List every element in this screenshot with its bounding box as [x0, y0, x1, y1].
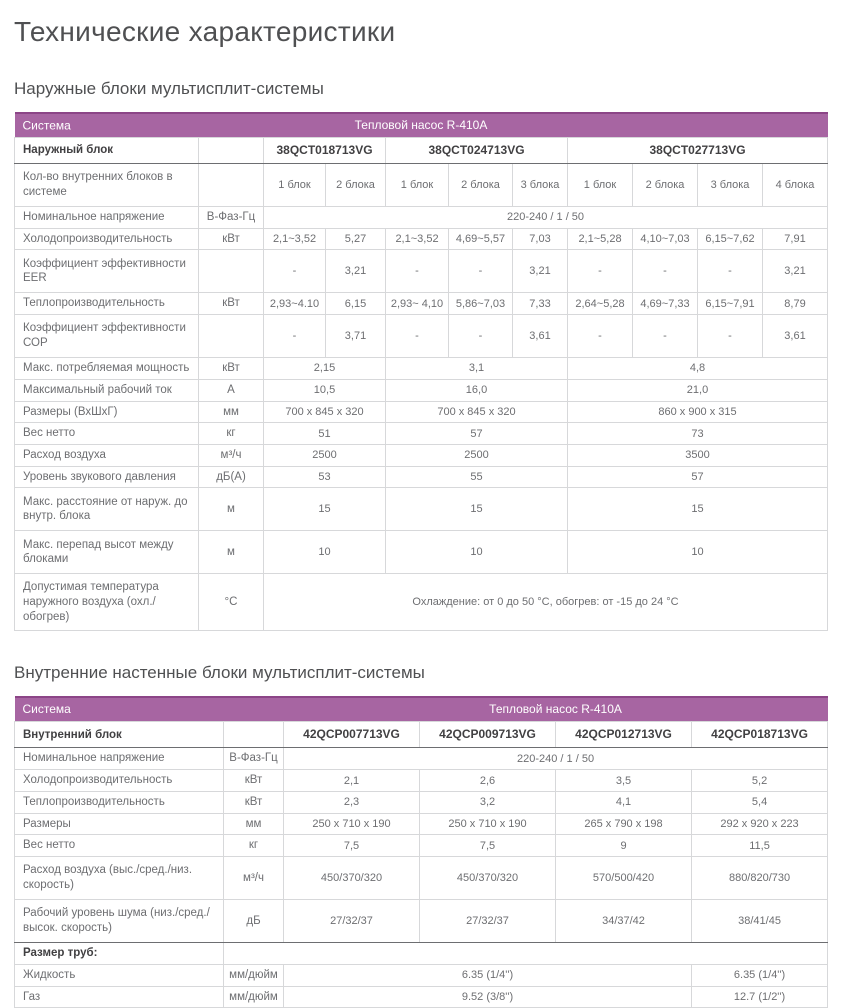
row-label: Вес нетто: [15, 423, 199, 445]
row-nominal-voltage: [15, 748, 828, 770]
value-cell: -: [568, 315, 633, 358]
value-cell: 880/820/730: [692, 857, 828, 900]
row-label: Расход воздуха: [15, 445, 199, 467]
value-cell: 1 блок: [264, 164, 326, 207]
value-cell: 51: [264, 423, 386, 445]
outdoor-units-table: [14, 112, 828, 631]
model-number: 42QCP012713VG: [556, 722, 692, 748]
unit-cell: м³/ч: [224, 857, 284, 900]
value-cell: 10: [568, 531, 828, 574]
unit-cell: мм: [224, 813, 284, 835]
row-label: Теплопроизводительность: [15, 293, 199, 315]
value-cell: 4,10~7,03: [633, 228, 698, 250]
row-label: Размер труб:: [15, 943, 224, 965]
value-cell: 10: [264, 531, 386, 574]
row-label: Макс. расстояние от наруж. до внутр. блока: [15, 488, 199, 531]
value-cell: -: [698, 315, 763, 358]
value-cell: 3,61: [513, 315, 568, 358]
model-number: 38QCT024713VG: [386, 138, 568, 164]
value-cell: 1 блок: [386, 164, 449, 207]
row-label: Расход воздуха (выс./сред./низ. скорость): [15, 857, 224, 900]
unit-cell: [199, 164, 264, 207]
value-cell: 3,21: [763, 250, 828, 293]
value-cell: 220-240 / 1 / 50: [264, 207, 828, 229]
section-heading-outdoor: Наружные блоки мультисплит-системы: [14, 79, 324, 98]
unit-cell: °С: [199, 574, 264, 631]
unit-cell: кВт: [199, 358, 264, 380]
value-cell: 2 блока: [326, 164, 386, 207]
value-cell: 3,2: [420, 791, 556, 813]
value-cell: 2,1~5,28: [568, 228, 633, 250]
table-header-cell: Система: [15, 697, 284, 722]
row-noise-level: [15, 900, 828, 943]
row-sound-pressure: [15, 466, 828, 488]
value-cell: 38/41/45: [692, 900, 828, 943]
row-label: Макс. перепад высот между блоками: [15, 531, 199, 574]
value-cell: 4,69~5,57: [449, 228, 513, 250]
value-cell: 3,71: [326, 315, 386, 358]
value-cell: 265 x 790 x 198: [556, 813, 692, 835]
value-cell: 2 блока: [633, 164, 698, 207]
table-header-row: [15, 697, 828, 722]
row-label: Рабочий уровень шума (низ./сред./высок. скорость): [15, 900, 224, 943]
row-label: Жидкость: [15, 964, 224, 986]
value-cell: 250 x 710 x 190: [284, 813, 420, 835]
value-cell: -: [633, 250, 698, 293]
value-cell: 8,79: [763, 293, 828, 315]
value-cell: 2,3: [284, 791, 420, 813]
value-cell: 2,93~ 4,10: [386, 293, 449, 315]
value-cell: 292 x 920 x 223: [692, 813, 828, 835]
value-cell: 6,15: [326, 293, 386, 315]
row-label: Внутренний блок: [15, 722, 224, 748]
row-heating-capacity: [15, 791, 828, 813]
row-label: Холодопроизводительность: [15, 228, 199, 250]
row-label: Газ: [15, 986, 224, 1008]
value-cell: 11,5: [692, 835, 828, 857]
value-cell: 450/370/320: [284, 857, 420, 900]
value-cell: 7,03: [513, 228, 568, 250]
row-label: Макс. потребляемая мощность: [15, 358, 199, 380]
value-cell: 9.52 (3/8''): [284, 986, 692, 1008]
row-max-power: [15, 358, 828, 380]
value-cell: 6.35 (1/4''): [692, 964, 828, 986]
value-cell: -: [386, 250, 449, 293]
value-cell: 16,0: [386, 379, 568, 401]
value-cell: -: [264, 315, 326, 358]
table-header-row: [15, 113, 828, 138]
unit-cell: кВт: [224, 770, 284, 792]
model-number: 42QCP007713VG: [284, 722, 420, 748]
row-label: Номинальное напряжение: [15, 748, 224, 770]
row-dimensions: [15, 813, 828, 835]
value-cell: 2,15: [264, 358, 386, 380]
row-pipe-size-header: [15, 943, 828, 965]
value-cell: 12.7 (1/2''): [692, 986, 828, 1008]
value-cell: 3,61: [763, 315, 828, 358]
unit-cell: дБ(А): [199, 466, 264, 488]
value-cell: -: [568, 250, 633, 293]
model-number: 42QCP018713VG: [692, 722, 828, 748]
section-heading-indoor: Внутренние настенные блоки мультисплит-системы: [14, 663, 425, 683]
value-cell: 15: [264, 488, 386, 531]
row-pipe-gas: [15, 986, 828, 1008]
unit-cell: мм/дюйм: [224, 986, 284, 1008]
value-cell: 4,69~7,33: [633, 293, 698, 315]
row-indoor-unit: [15, 722, 828, 748]
value-cell: 2,93~4.10: [264, 293, 326, 315]
value-cell: 7,91: [763, 228, 828, 250]
value-cell: 7,5: [284, 835, 420, 857]
value-cell: 5,27: [326, 228, 386, 250]
row-label: Холодопроизводительность: [15, 770, 224, 792]
row-label: Теплопроизводительность: [15, 791, 224, 813]
unit-cell: В-Фаз-Гц: [224, 748, 284, 770]
row-dimensions: [15, 401, 828, 423]
header-system-label: Система: [22, 117, 71, 132]
value-cell: 2500: [264, 445, 386, 467]
unit-cell: м: [199, 488, 264, 531]
value-cell: 10: [386, 531, 568, 574]
value-cell: 10,5: [264, 379, 386, 401]
row-cop: [15, 315, 828, 358]
row-outdoor-unit: [15, 138, 828, 164]
value-cell: 5,4: [692, 791, 828, 813]
value-cell: 34/37/42: [556, 900, 692, 943]
unit-cell: дБ: [224, 900, 284, 943]
value-cell: -: [449, 315, 513, 358]
row-label: Размеры (ВхШхГ): [15, 401, 199, 423]
unit-cell: мм/дюйм: [224, 964, 284, 986]
value-cell: -: [386, 315, 449, 358]
value-cell: 55: [386, 466, 568, 488]
value-cell: 6.35 (1/4''): [284, 964, 692, 986]
unit-cell: [224, 722, 284, 748]
value-cell: 2,6: [420, 770, 556, 792]
value-cell: 7,5: [420, 835, 556, 857]
row-label: Наружный блок: [15, 138, 199, 164]
unit-cell: кВт: [199, 293, 264, 315]
unit-cell: кг: [199, 423, 264, 445]
unit-cell: [199, 138, 264, 164]
value-cell: 700 x 845 x 320: [386, 401, 568, 423]
value-cell: 1 блок: [568, 164, 633, 207]
value-cell: 4,8: [568, 358, 828, 380]
row-label: Вес нетто: [15, 835, 224, 857]
value-cell: -: [264, 250, 326, 293]
value-cell: 4,1: [556, 791, 692, 813]
unit-cell: [199, 315, 264, 358]
value-cell: 3500: [568, 445, 828, 467]
indoor-units-table: [14, 696, 828, 1008]
model-number: 38QCT027713VG: [568, 138, 828, 164]
value-cell: 2 блока: [449, 164, 513, 207]
value-cell: 6,15~7,91: [698, 293, 763, 315]
value-cell: 57: [386, 423, 568, 445]
unit-cell: В-Фаз-Гц: [199, 207, 264, 229]
value-cell: 3 блока: [513, 164, 568, 207]
unit-cell: м: [199, 531, 264, 574]
unit-cell: кВт: [224, 791, 284, 813]
unit-cell: кг: [224, 835, 284, 857]
value-cell: 27/32/37: [420, 900, 556, 943]
value-cell: 2,1~3,52: [264, 228, 326, 250]
value-cell: 3,5: [556, 770, 692, 792]
row-pipe-liquid: [15, 964, 828, 986]
value-cell: 9: [556, 835, 692, 857]
page-title: Технические характеристики: [14, 16, 396, 47]
value-cell: 3,1: [386, 358, 568, 380]
row-label: Кол-во внутренних блоков в системе: [15, 164, 199, 207]
value-cell: 2,1~3,52: [386, 228, 449, 250]
empty-cell: [224, 943, 828, 965]
row-net-weight: [15, 835, 828, 857]
value-cell: 2,64~5,28: [568, 293, 633, 315]
value-cell: 2500: [386, 445, 568, 467]
value-cell: 7,33: [513, 293, 568, 315]
value-cell: 860 x 900 x 315: [568, 401, 828, 423]
row-eer: [15, 250, 828, 293]
unit-cell: А: [199, 379, 264, 401]
value-cell: 21,0: [568, 379, 828, 401]
row-label: Уровень звукового давления: [15, 466, 199, 488]
value-cell: 57: [568, 466, 828, 488]
row-outdoor-temp-range: [15, 574, 828, 631]
model-number: 42QCP009713VG: [420, 722, 556, 748]
value-cell: 3,21: [326, 250, 386, 293]
unit-cell: [199, 250, 264, 293]
row-label: Допустимая температура наружного воздуха (охл./обогрев): [15, 574, 199, 631]
value-cell: 15: [386, 488, 568, 531]
value-cell: 570/500/420: [556, 857, 692, 900]
row-nominal-voltage: [15, 207, 828, 229]
value-cell: 4 блока: [763, 164, 828, 207]
value-cell: 15: [568, 488, 828, 531]
row-max-distance: [15, 488, 828, 531]
value-cell: 6,15~7,62: [698, 228, 763, 250]
row-indoor-unit-count: [15, 164, 828, 207]
row-heating-capacity: [15, 293, 828, 315]
value-cell: -: [698, 250, 763, 293]
value-cell: 5,86~7,03: [449, 293, 513, 315]
row-max-current: [15, 379, 828, 401]
row-airflow: [15, 445, 828, 467]
value-cell: 700 x 845 x 320: [264, 401, 386, 423]
value-cell: -: [449, 250, 513, 293]
row-label: Размеры: [15, 813, 224, 835]
value-cell: -: [633, 315, 698, 358]
row-label: Коэффициент эффективности СОР: [15, 315, 199, 358]
unit-cell: кВт: [199, 228, 264, 250]
value-cell: 53: [264, 466, 386, 488]
row-cooling-capacity: [15, 228, 828, 250]
row-label: Максимальный рабочий ток: [15, 379, 199, 401]
value-cell: Охлаждение: от 0 до 50 °С, обогрев: от -15 до 24 °С: [264, 574, 828, 631]
value-cell: 2,1: [284, 770, 420, 792]
value-cell: 3,21: [513, 250, 568, 293]
value-cell: 250 x 710 x 190: [420, 813, 556, 835]
row-label: Номинальное напряжение: [15, 207, 199, 229]
row-airflow: [15, 857, 828, 900]
row-cooling-capacity: [15, 770, 828, 792]
row-max-height-diff: [15, 531, 828, 574]
value-cell: 73: [568, 423, 828, 445]
unit-cell: мм: [199, 401, 264, 423]
value-cell: 27/32/37: [284, 900, 420, 943]
unit-cell: м³/ч: [199, 445, 264, 467]
table-header-cell: [15, 113, 828, 138]
header-heatpump-label: Тепловой насос R-410A: [354, 117, 488, 132]
value-cell: 5,2: [692, 770, 828, 792]
model-number: 38QCT018713VG: [264, 138, 386, 164]
table-header-cell: Тепловой насос R-410A: [284, 697, 828, 722]
value-cell: 220-240 / 1 / 50: [284, 748, 828, 770]
value-cell: 450/370/320: [420, 857, 556, 900]
row-net-weight: [15, 423, 828, 445]
row-label: Коэффициент эффективности EER: [15, 250, 199, 293]
value-cell: 3 блока: [698, 164, 763, 207]
